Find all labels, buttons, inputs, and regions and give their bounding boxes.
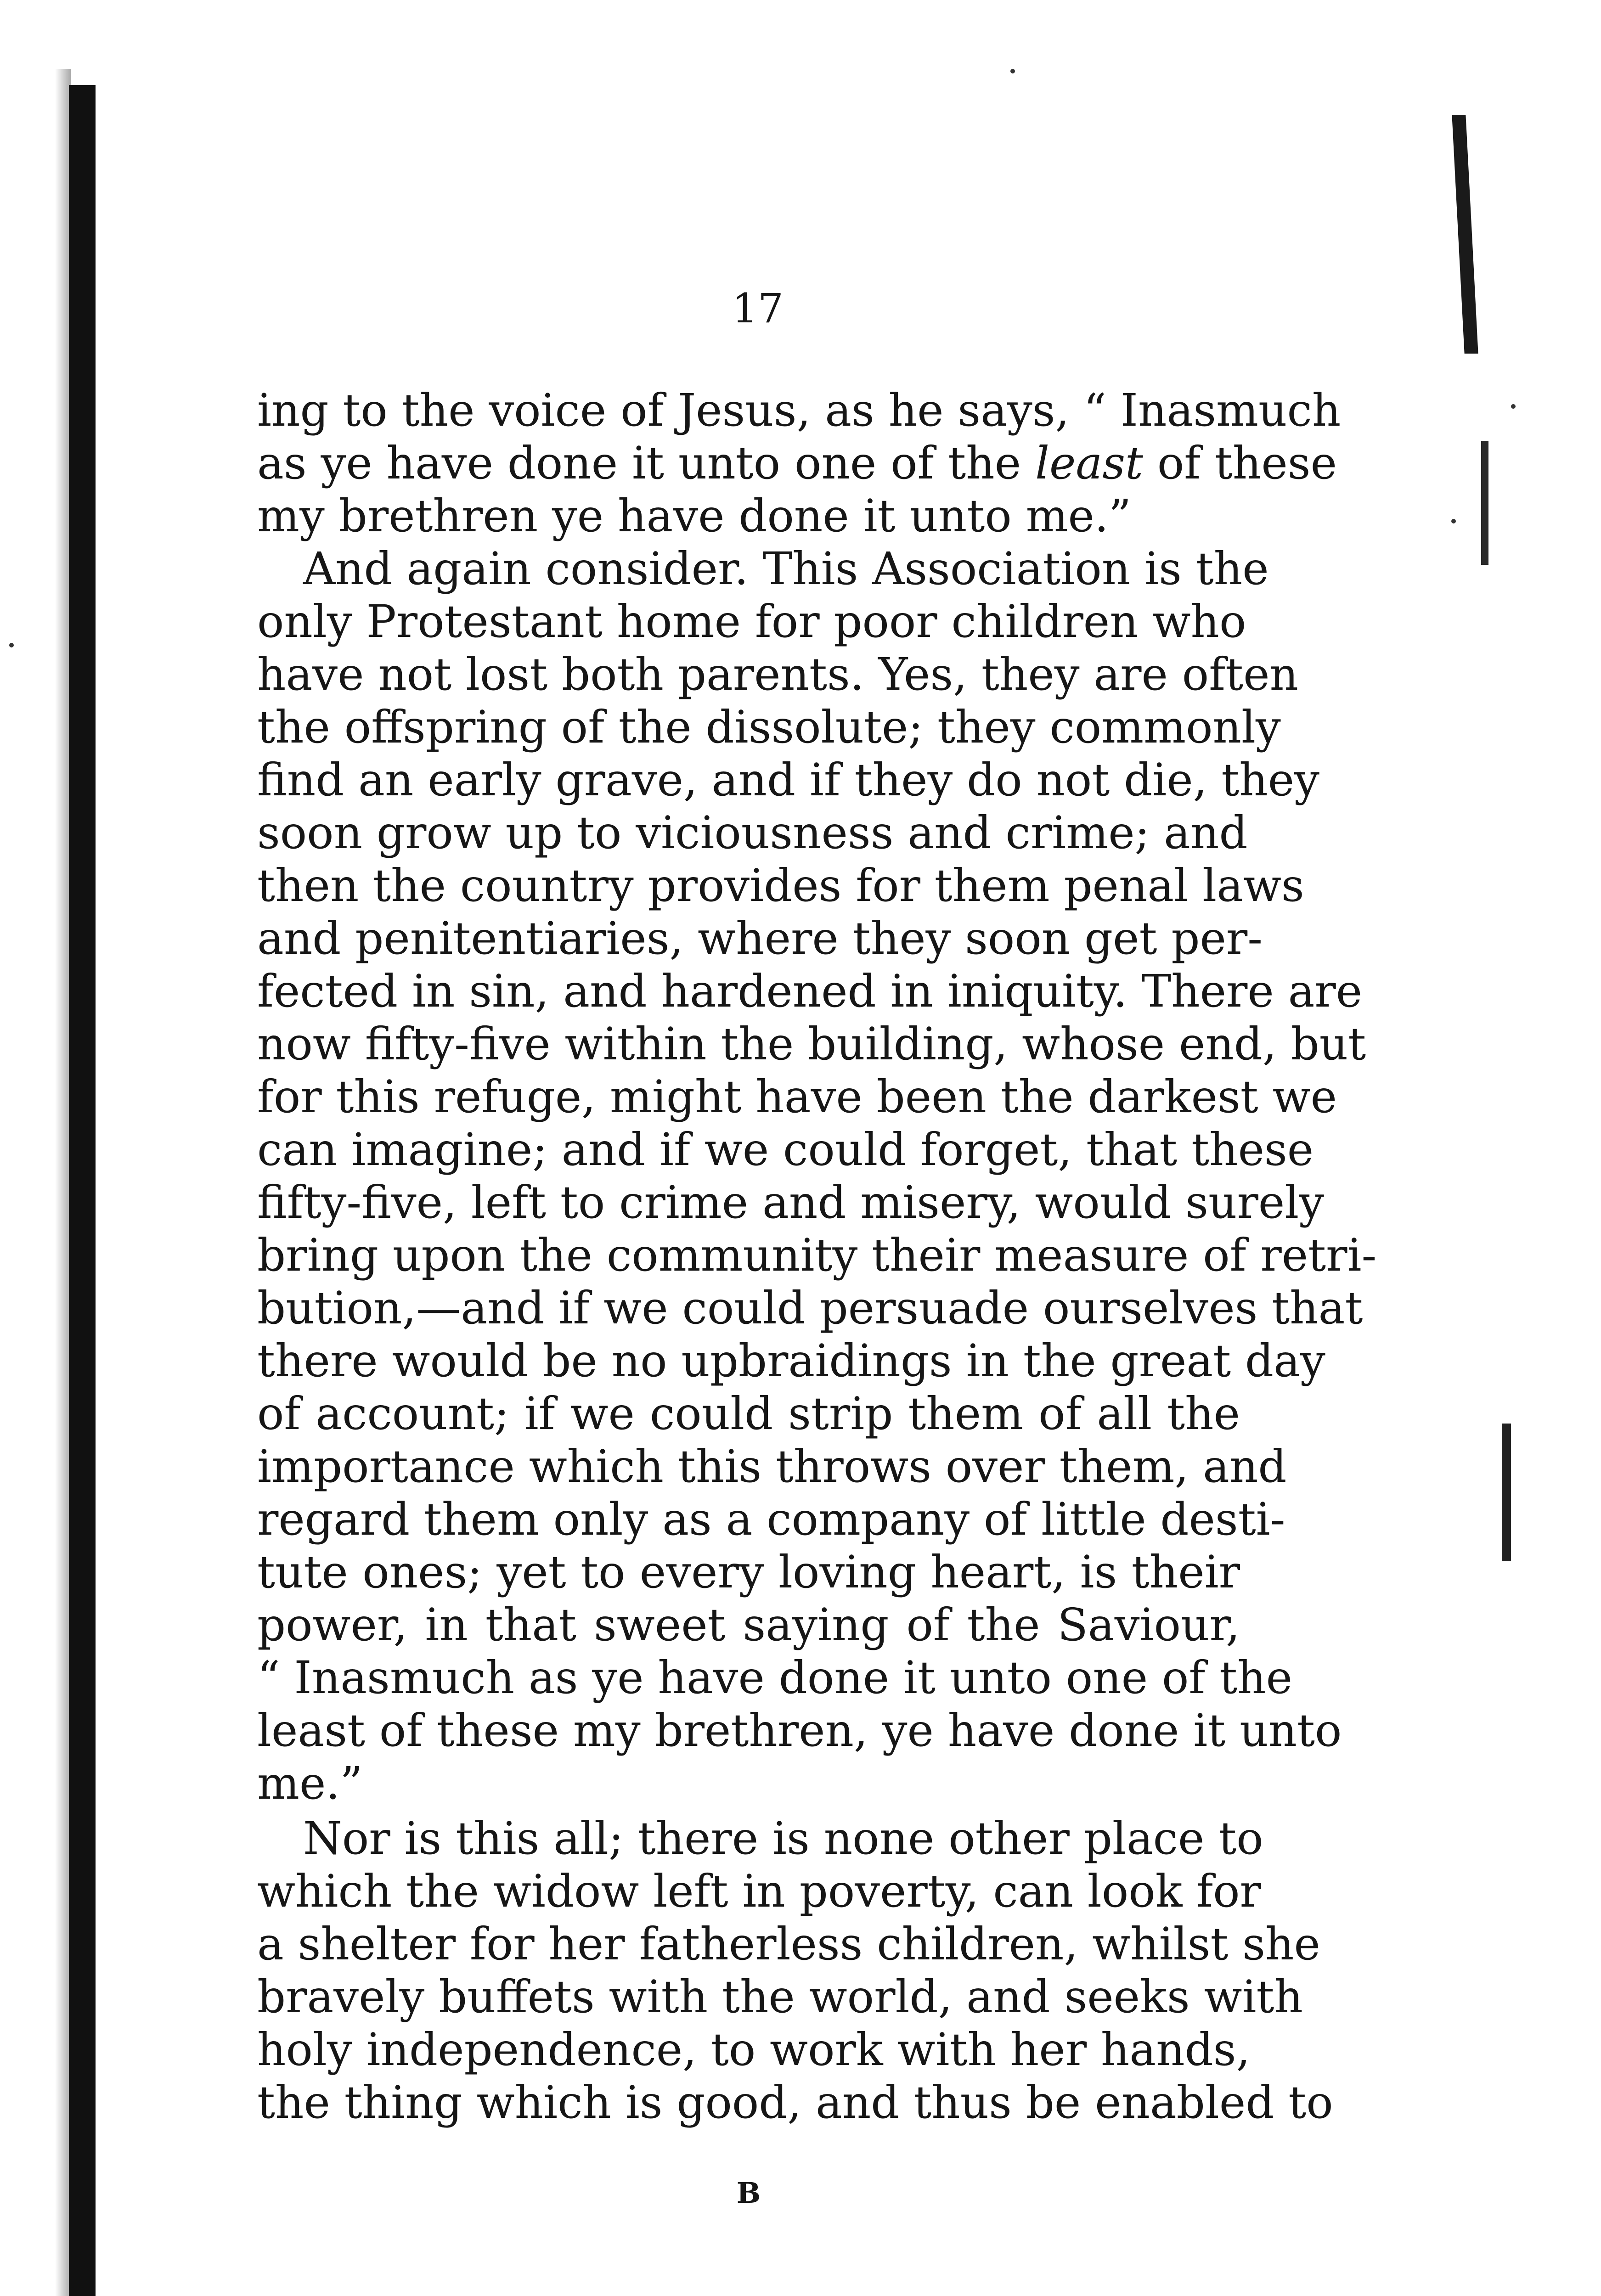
page-number: 17 <box>732 285 784 332</box>
text-line: least of these my brethren, ye have done it unto <box>257 1705 1342 1756</box>
text-line: ing to the voice of Jesus, as he says, “ Inasmuch <box>257 384 1341 436</box>
text-line: fected in sin, and hardened in iniquity. There are <box>257 965 1363 1017</box>
text-line: regard them only as a company of little desti- <box>257 1493 1285 1545</box>
text-line: the thing which is good, and thus be enabled to <box>257 2077 1333 2128</box>
text-line: only Protestant home for poor children who <box>257 596 1246 647</box>
text-line: bring upon the community their measure of retri- <box>257 1229 1377 1281</box>
text-line: And again consider. This Association is the <box>303 543 1269 595</box>
text-line: me.” <box>257 1757 363 1809</box>
text-line: bravely buffets with the world, and seeks with <box>257 1971 1303 2023</box>
text-line: bution,—and if we could persuade ourselves that <box>257 1282 1363 1334</box>
text-line: Nor is this all; there is none other place to <box>303 1812 1263 1864</box>
text-line: have not lost both parents. Yes, they are often <box>257 648 1298 700</box>
scan-speck <box>1010 69 1015 73</box>
text-line: then the country provides for them penal laws <box>257 860 1304 912</box>
scan-binding-edge <box>69 85 96 2296</box>
scan-edge-mark-right <box>1502 1424 1511 1561</box>
scan-speck <box>1451 519 1456 523</box>
text-line: soon grow up to viciousness and crime; and <box>257 807 1248 859</box>
text-line: for this refuge, might have been the darkest we <box>257 1071 1337 1123</box>
text-line: as ye have done it unto one of the least of these <box>257 437 1337 489</box>
scan-speck <box>1511 404 1516 409</box>
text-line: my brethren ye have done it unto me.” <box>257 490 1132 542</box>
text-line: and penitentiaries, where they soon get per- <box>257 912 1263 964</box>
scan-speck <box>9 643 14 647</box>
emphasis-least: least <box>1035 437 1143 489</box>
scan-edge-mark-right <box>1452 115 1478 354</box>
text-line: which the widow left in poverty, can look for <box>257 1865 1261 1917</box>
text-line: there would be no upbraidings in the great day <box>257 1335 1325 1387</box>
text-line: can imagine; and if we could forget, that these <box>257 1124 1314 1176</box>
text-line: fifty-five, left to crime and misery, would surely <box>257 1176 1325 1228</box>
text-line: power, in that sweet saying of the Saviour, <box>257 1599 1240 1651</box>
text-line: find an early grave, and if they do not die, they <box>257 754 1319 806</box>
text-line: importance which this throws over them, and <box>257 1441 1287 1492</box>
signature-mark: B <box>736 2176 761 2210</box>
text-line: of account; if we could strip them of all the <box>257 1388 1240 1440</box>
text-line: the offspring of the dissolute; they commonly <box>257 701 1281 753</box>
text-line: tute ones; yet to every loving heart, is their <box>257 1546 1240 1598</box>
text-line: holy independence, to work with her hands, <box>257 2024 1251 2076</box>
text-line: “ Inasmuch as ye have done it unto one of the <box>257 1652 1293 1704</box>
text-line: now fifty-five within the building, whose end, but <box>257 1018 1366 1070</box>
text-line: a shelter for her fatherless children, whilst she <box>257 1918 1320 1970</box>
scan-edge-mark-right <box>1481 441 1488 565</box>
